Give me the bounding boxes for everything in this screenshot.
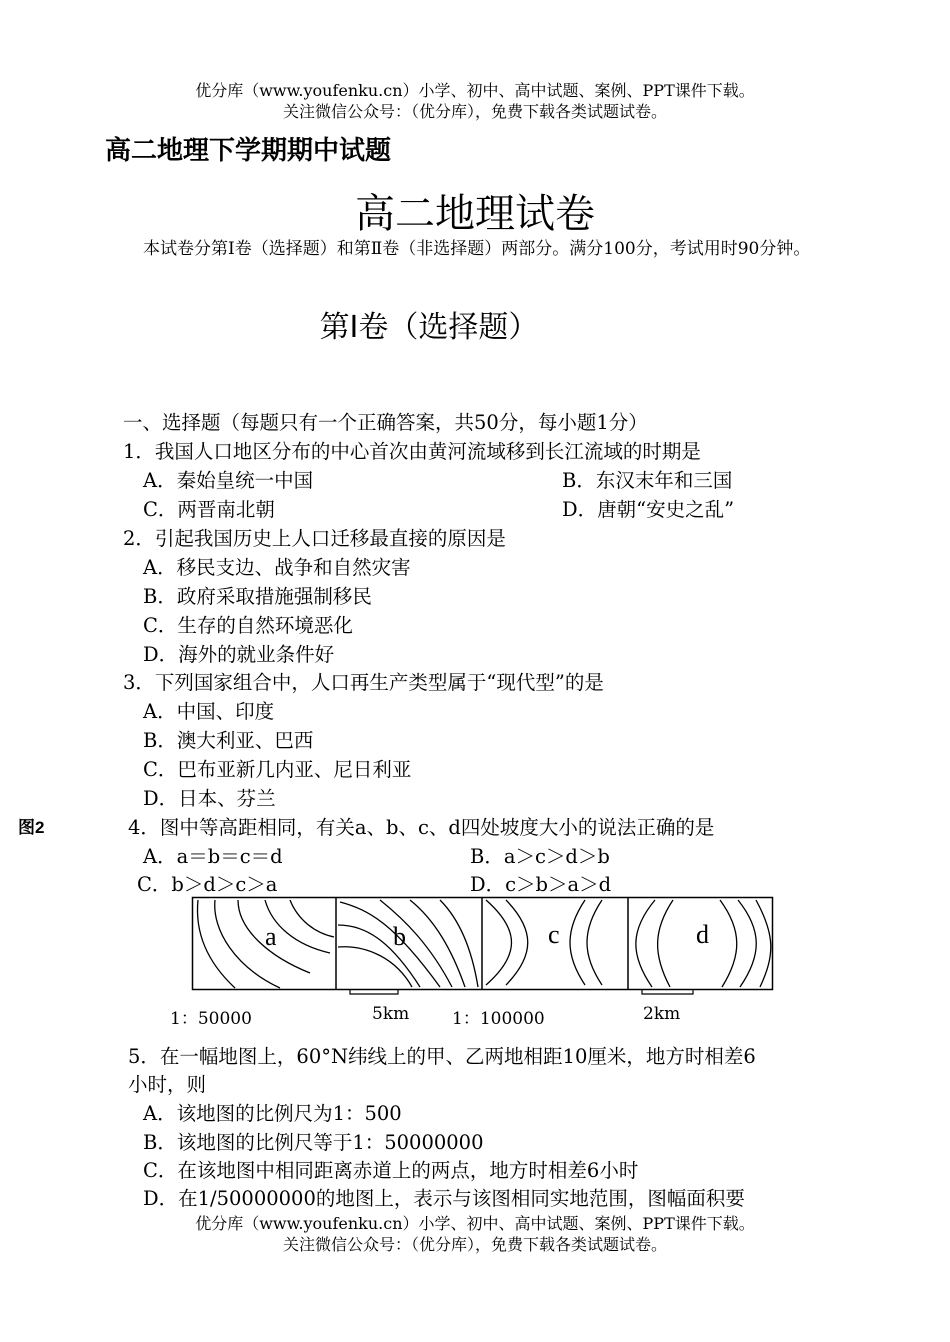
question-2-option-b: B．政府采取措施强制移民 (143, 585, 372, 608)
question-5-stem-line1: 5．在一幅地图上，60°N纬线上的甲、乙两地相距10厘米，地方时相差6 (128, 1045, 756, 1068)
question-3-option-a: A．中国、印度 (143, 700, 275, 723)
question-2-option-a: A．移民支边、战争和自然灾害 (143, 556, 411, 579)
question-5-stem-line2: 小时，则 (128, 1073, 207, 1096)
question-4-option-c: C．b＞d＞c＞a (137, 873, 278, 896)
site-footer-line1: 优分库（www.youfenku.cn）小学、初中、高中试题、案例、PPT课件下载。 (195, 1214, 755, 1233)
scale-label-4: 2km (643, 1004, 681, 1024)
question-3-option-b: B．澳大利亚、巴西 (143, 729, 314, 752)
exam-title: 高二地理试卷 (355, 191, 595, 237)
question-3-stem: 3．下列国家组合中，人口再生产类型属于“现代型”的是 (123, 671, 604, 694)
question-4-option-b: B．a＞c＞d＞b (470, 845, 610, 868)
panel-b-contours (338, 900, 478, 987)
question-1-option-d: D．唐朝“安史之乱” (562, 498, 735, 521)
panel-d-label: d (696, 920, 709, 949)
question-3-option-c: C．巴布亚新几内亚、尼日利亚 (143, 758, 412, 781)
question-1-option-b: B．东汉末年和三国 (562, 469, 733, 492)
question-5-option-d: D．在1/50000000的地图上，表示与该图相同实地范围，图幅面积要 (143, 1187, 745, 1210)
contour-figure (190, 895, 780, 1000)
question-5-option-b: B．该地图的比例尺等于1：50000000 (143, 1131, 484, 1154)
site-header-line1: 优分库（www.youfenku.cn）小学、初中、高中试题、案例、PPT课件下载。 (195, 81, 755, 100)
site-footer-line2: 关注微信公众号：（优分库），免费下载各类试题试卷。 (282, 1235, 667, 1254)
scale-label-2: 5km (372, 1004, 410, 1024)
question-4-option-a: A．a＝b＝c＝d (143, 845, 283, 868)
panel-c-contours (486, 900, 602, 985)
question-4-stem: 4．图中等高距相同，有关a、b、c、d四处坡度大小的说法正确的是 (128, 816, 715, 839)
section-heading: 一、选择题（每题只有一个正确答案，共50分，每小题1分） (123, 411, 648, 434)
part-one-title: 第Ⅰ卷（选择题） (319, 310, 539, 345)
exam-intro: 本试卷分第Ⅰ卷（选择题）和第Ⅱ卷（非选择题）两部分。满分100分，考试用时90分钟。 (143, 239, 811, 259)
question-5-option-c: C．在该地图中相同距离赤道上的两点，地方时相差6小时 (143, 1159, 639, 1182)
question-1-stem: 1．我国人口地区分布的中心首次由黄河流域移到长江流域的时期是 (123, 440, 701, 463)
question-1-option-c: C．两晋南北朝 (143, 498, 275, 521)
panel-c-label: c (548, 920, 560, 949)
question-2-option-c: C．生存的自然环境恶化 (143, 614, 353, 637)
scale-label-1: 1：50000 (170, 1009, 252, 1029)
scale-label-3: 1：100000 (452, 1009, 545, 1029)
question-5-option-a: A．该地图的比例尺为1：500 (143, 1102, 402, 1125)
exam-subtitle: 高二地理下学期期中试题 (105, 136, 392, 166)
figure-label: 图2 (18, 818, 45, 837)
site-header-line2: 关注微信公众号：（优分库），免费下载各类试题试卷。 (282, 102, 667, 121)
panel-a-label: a (265, 922, 277, 951)
question-1-option-a: A．秦始皇统一中国 (143, 469, 314, 492)
question-2-option-d: D．海外的就业条件好 (143, 643, 335, 666)
question-2-stem: 2．引起我国历史上人口迁移最直接的原因是 (123, 527, 506, 550)
panel-b-label: b (393, 922, 406, 951)
question-3-option-d: D．日本、芬兰 (143, 787, 276, 810)
question-4-option-d: D．c＞b＞a＞d (470, 873, 612, 896)
